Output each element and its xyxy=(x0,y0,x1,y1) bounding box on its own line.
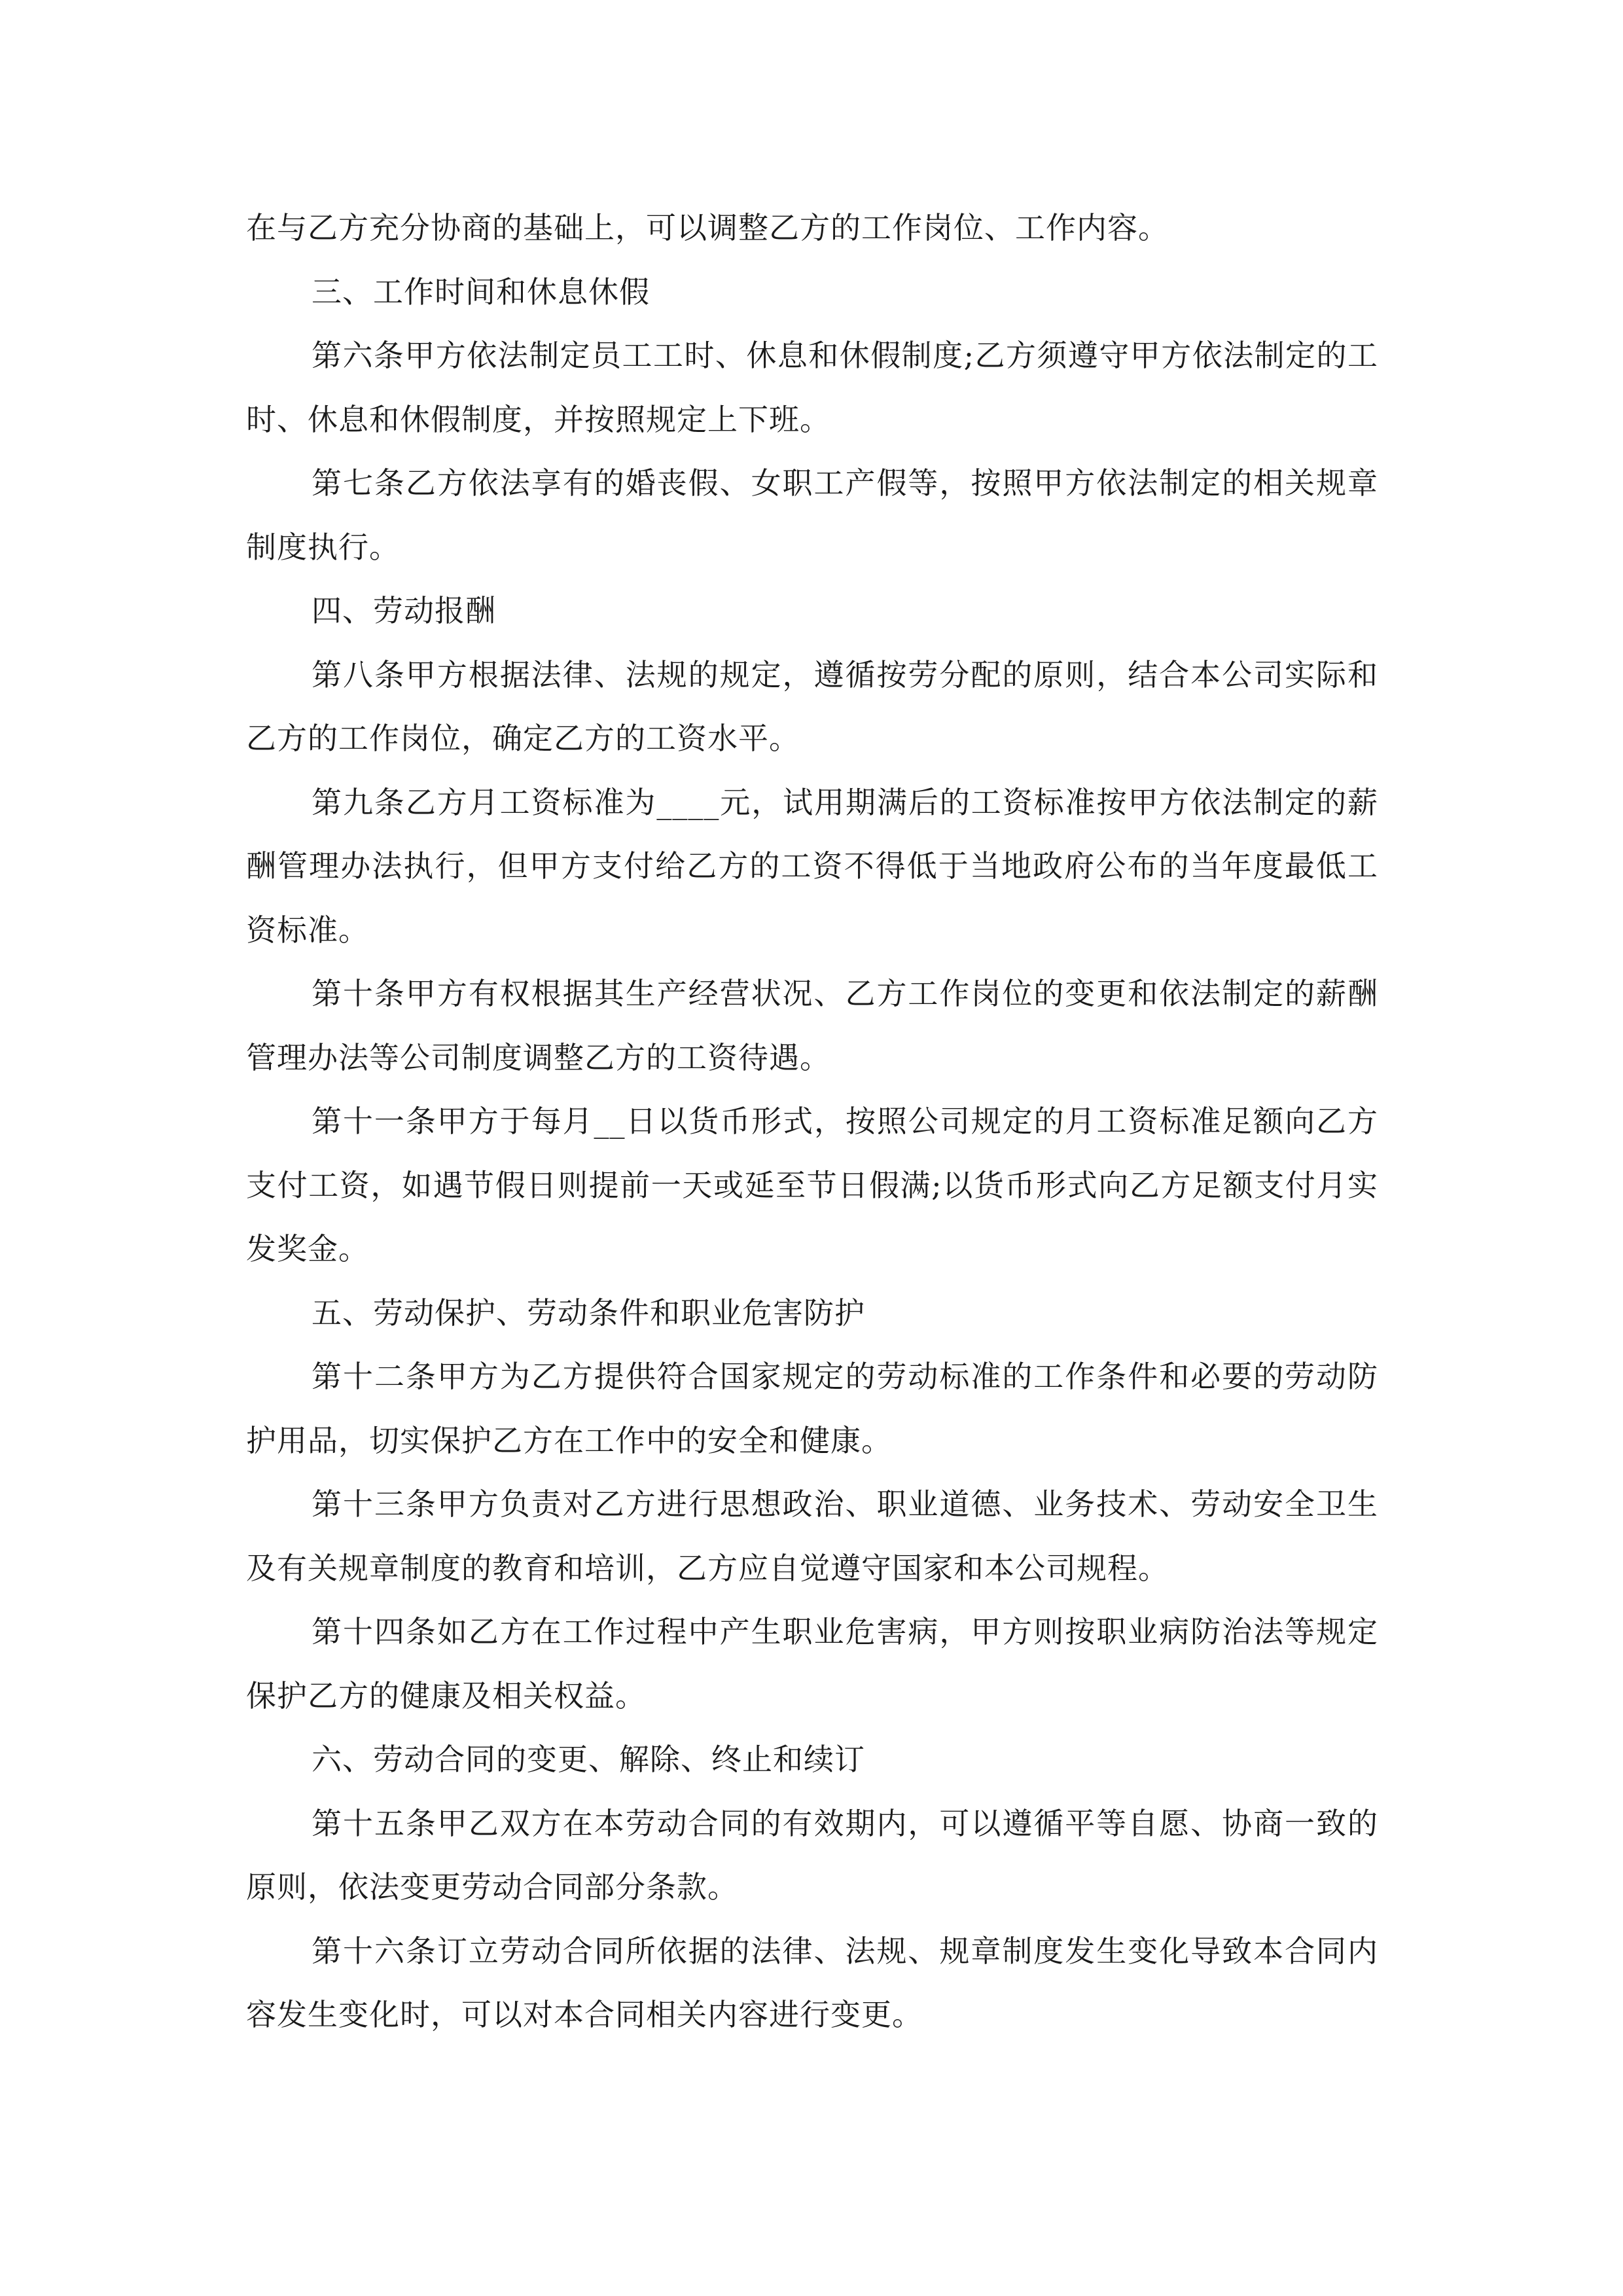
section-heading-labor-protection: 五、劳动保护、劳动条件和职业危害防护 xyxy=(312,1295,865,1331)
paragraph-continuation: 在与乙方充分协商的基础上，可以调整乙方的工作岗位、工作内容。 xyxy=(246,210,1169,245)
article-14: 第十四条如乙方在工作过程中产生职业危害病，甲方则按职业病防治法等规定保护乙方的健康及相关权益。 xyxy=(246,1614,1378,1713)
article-12: 第十二条甲方为乙方提供符合国家规定的劳动标准的工作条件和必要的劳动防护用品，切实保护乙方在工作中的安全和健康。 xyxy=(246,1359,1378,1458)
article-9: 第九条乙方月工资标准为____元，试用期满后的工资标准按甲方依法制定的薪酬管理办法执行，但甲方支付给乙方的工资不得低于当地政府公布的当年度最低工资标准。 xyxy=(246,784,1378,948)
section-heading-remuneration: 四、劳动报酬 xyxy=(312,593,496,628)
article-6: 第六条甲方依法制定员工工时、休息和休假制度;乙方须遵守甲方依法制定的工时、休息和休假制度，并按照规定上下班。 xyxy=(246,338,1378,437)
article-16: 第十六条订立劳动合同所依据的法律、法规、规章制度发生变化导致本合同内容发生变化时，可以对本合同相关内容进行变更。 xyxy=(246,1933,1378,2032)
document-body xyxy=(246,196,1378,2047)
section-heading-contract-change: 六、劳动合同的变更、解除、终止和续订 xyxy=(312,1742,865,1777)
article-15: 第十五条甲乙双方在本劳动合同的有效期内，可以遵循平等自愿、协商一致的原则，依法变更劳动合同部分条款。 xyxy=(246,1805,1378,1905)
section-heading-work-hours: 三、工作时间和休息休假 xyxy=(312,274,650,310)
article-13: 第十三条甲方负责对乙方进行思想政治、职业道德、业务技术、劳动安全卫生及有关规章制度的教育和培训，乙方应自觉遵守国家和本公司规程。 xyxy=(246,1486,1378,1586)
article-11: 第十一条甲方于每月__日以货币形式，按照公司规定的月工资标准足额向乙方支付工资，如遇节假日则提前一天或延至节日假满;以货币形式向乙方足额支付月实发奖金。 xyxy=(246,1103,1378,1266)
article-10: 第十条甲方有权根据其生产经营状况、乙方工作岗位的变更和依法制定的薪酬管理办法等公司制度调整乙方的工资待遇。 xyxy=(246,976,1378,1075)
article-8: 第八条甲方根据法律、法规的规定，遵循按劳分配的原则，结合本公司实际和乙方的工作岗位，确定乙方的工资水平。 xyxy=(246,656,1378,756)
article-7: 第七条乙方依法享有的婚丧假、女职工产假等，按照甲方依法制定的相关规章制度执行。 xyxy=(246,465,1378,565)
